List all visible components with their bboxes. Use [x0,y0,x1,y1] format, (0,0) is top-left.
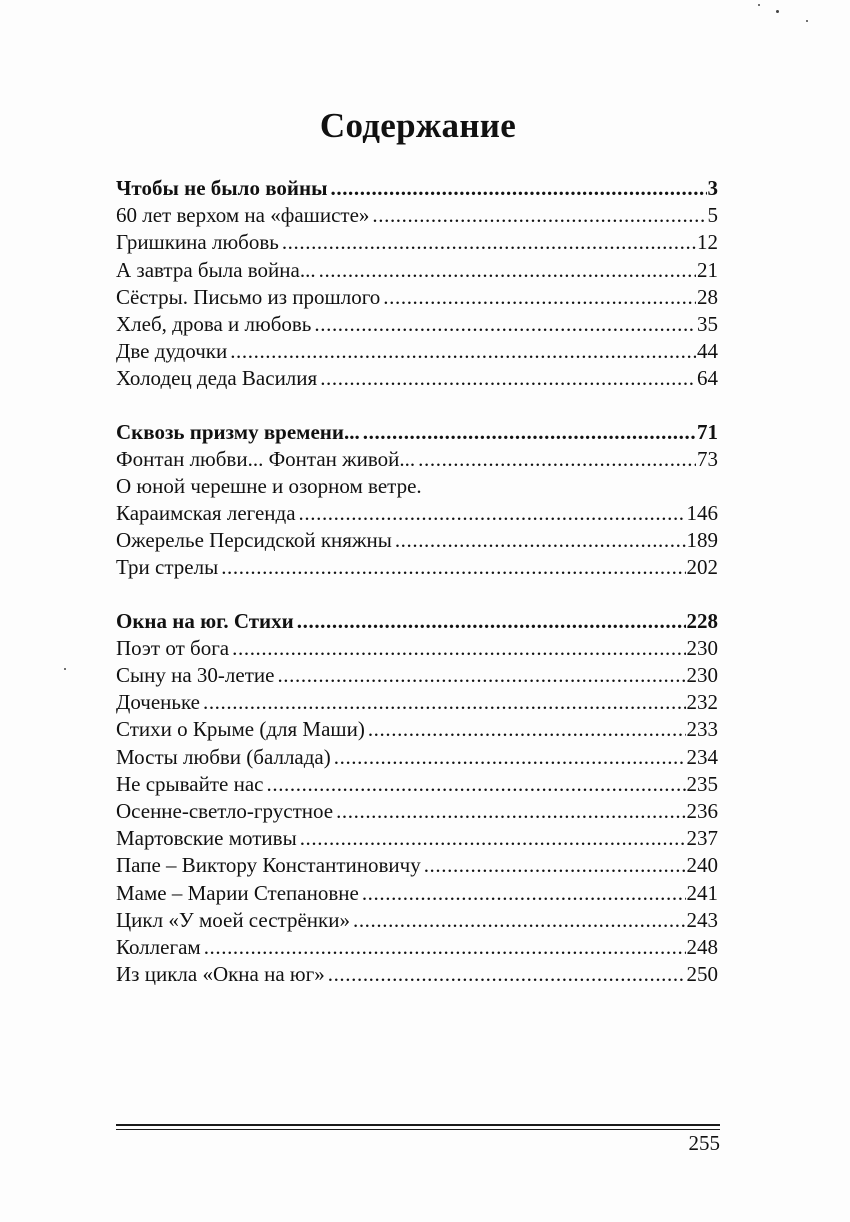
dot-leader [204,934,686,961]
dot-leader [230,338,696,365]
toc-entry-continued[interactable] [116,473,718,500]
toc-entry-page: 243 [686,907,718,932]
toc-entry[interactable] [116,798,718,825]
toc-entry-page: 44 [697,339,718,364]
toc-entry-title: Осенне-светло-грустное [116,798,334,823]
toc-entry[interactable] [116,907,718,934]
toc-entry-page: 73 [697,446,718,471]
toc-entry-title: Мосты любви (баллада) [116,744,331,769]
toc-section-heading[interactable] [116,175,718,202]
dot-leader [232,635,685,662]
dot-leader [314,311,696,338]
toc-entry-page: 240 [686,853,718,878]
toc-entry[interactable] [116,825,718,852]
toc-entry-page: 235 [686,771,718,796]
toc-entry[interactable] [116,635,718,662]
toc-entry[interactable] [116,446,718,473]
toc-entry-title: Не срывайте нас [116,771,264,796]
dot-leader [331,175,707,202]
dot-leader [383,284,696,311]
toc-entry-title: Поэт от бога [116,635,230,660]
table-of-contents [116,175,718,1014]
toc-entry-title: А завтра была война... [116,257,316,282]
dot-leader [319,257,696,284]
footer-rule-thick [116,1124,720,1126]
dot-leader [336,798,685,825]
toc-entry-title: Цикл «У моей сестрёнки» [116,907,350,932]
toc-entry-page: 230 [686,663,718,687]
toc-entry[interactable] [116,716,718,743]
toc-entry-title: Маме – Марии Степановне [116,880,359,905]
dot-leader [372,202,706,229]
toc-entry-title: О юной черешне и озорном ветре. [116,473,422,498]
toc-section [116,608,718,989]
toc-entry-title: Три стрелы [116,555,219,580]
toc-entry-title: Коллегам [116,934,201,959]
dot-leader [353,907,686,934]
toc-entry-page: 21 [697,257,718,282]
toc-entry-page: 241 [686,880,718,905]
toc-entry-title: Стихи о Крыме (для Маши) [116,717,365,742]
toc-entry-title: Фонтан любви... Фонтан живой... [116,446,416,471]
toc-section [116,175,718,393]
dot-leader [362,880,686,907]
toc-entry-page: 12 [697,230,718,255]
scan-speck [776,10,779,13]
toc-entry-title: Мартовские мотивы [116,826,297,851]
dot-leader [320,365,696,392]
dot-leader [277,662,685,689]
toc-entry-title: Из цикла «Окна на юг» [116,962,325,987]
toc-entry[interactable] [116,934,718,961]
toc-section-heading[interactable] [116,608,718,635]
toc-entry-page: 234 [686,744,718,769]
toc-entry-title: 60 лет верхом на «фашисте» [116,203,370,228]
toc-entry[interactable] [116,257,718,284]
toc-entry-page: 71 [697,419,718,444]
toc-entry-page: 236 [686,798,718,823]
toc-entry-page: 35 [697,311,718,336]
toc-entry-page: 146 [686,501,718,526]
dot-leader [334,744,686,771]
toc-entry-page: 232 [686,690,718,715]
toc-entry-page: 64 [697,366,718,391]
toc-entry-title: Доченьке [116,690,200,715]
toc-entry-page: 230 [686,635,718,660]
toc-entry-title: Караимская легенда [116,501,296,526]
page-number: 255 [688,1131,720,1155]
scan-speck [758,4,760,6]
toc-entry[interactable] [116,744,718,771]
toc-entry-title: Хлеб, дрова и любовь [116,311,312,336]
scan-speck [806,20,808,22]
dot-leader [282,229,696,256]
toc-entry-page: 237 [686,826,718,851]
toc-entry-page: 228 [686,608,718,633]
dot-leader [328,961,686,988]
toc-entry[interactable] [116,365,718,392]
toc-entry[interactable] [116,202,718,229]
toc-entry-title: Чтобы не было войны [116,176,328,200]
dot-leader [300,825,686,852]
toc-entry-title: Две дудочки [116,339,228,364]
dot-leader [221,554,685,581]
toc-entry-title: Холодец деда Василия [116,366,318,391]
page-title: Содержание [319,106,517,145]
dot-leader [297,608,686,635]
toc-entry-page: 189 [686,528,718,553]
toc-entry-page: 202 [686,555,718,580]
dot-leader [267,771,686,798]
toc-entry[interactable] [116,229,718,256]
dot-leader [203,689,686,716]
toc-entry[interactable] [116,284,718,311]
toc-entry[interactable] [116,771,718,798]
toc-entry[interactable] [116,880,718,907]
dot-leader [299,500,686,527]
dot-leader [424,852,686,879]
toc-entry[interactable] [116,338,718,365]
toc-entry-page: 250 [686,962,718,987]
dot-leader [368,716,686,743]
toc-entry-title: Папе – Виктору Константиновичу [116,853,421,878]
toc-entry-title: Сёстры. Письмо из прошлого [116,284,381,309]
toc-entry-title: Гришкина любовь [116,230,279,255]
toc-entry-page: 233 [686,717,718,742]
toc-entry-title: Ожерелье Персидской княжны [116,528,392,553]
toc-entry[interactable] [116,852,718,879]
dot-leader [418,446,696,473]
scan-speck [64,668,66,670]
toc-entry-title: Окна на юг. Стихи [116,608,294,633]
footer-rule-thin [116,1129,720,1130]
dot-leader [363,419,696,446]
toc-entry-title: Сыну на 30-летие [116,663,275,687]
toc-section [116,419,718,582]
toc-entry[interactable] [116,554,718,581]
toc-entry[interactable] [116,527,718,554]
toc-entry[interactable] [116,662,718,689]
toc-entry[interactable] [116,311,718,338]
dot-leader [395,527,686,554]
toc-section-heading[interactable] [116,419,718,446]
toc-entry-page: 28 [697,284,718,309]
toc-entry-page: 5 [707,203,718,228]
toc-entry[interactable] [116,961,718,988]
toc-entry-page: 248 [686,934,718,959]
toc-entry[interactable] [116,689,718,716]
toc-entry[interactable] [116,500,718,527]
toc-entry-title: Сквозь призму времени... [116,419,360,444]
toc-entry-page: 3 [707,176,718,200]
